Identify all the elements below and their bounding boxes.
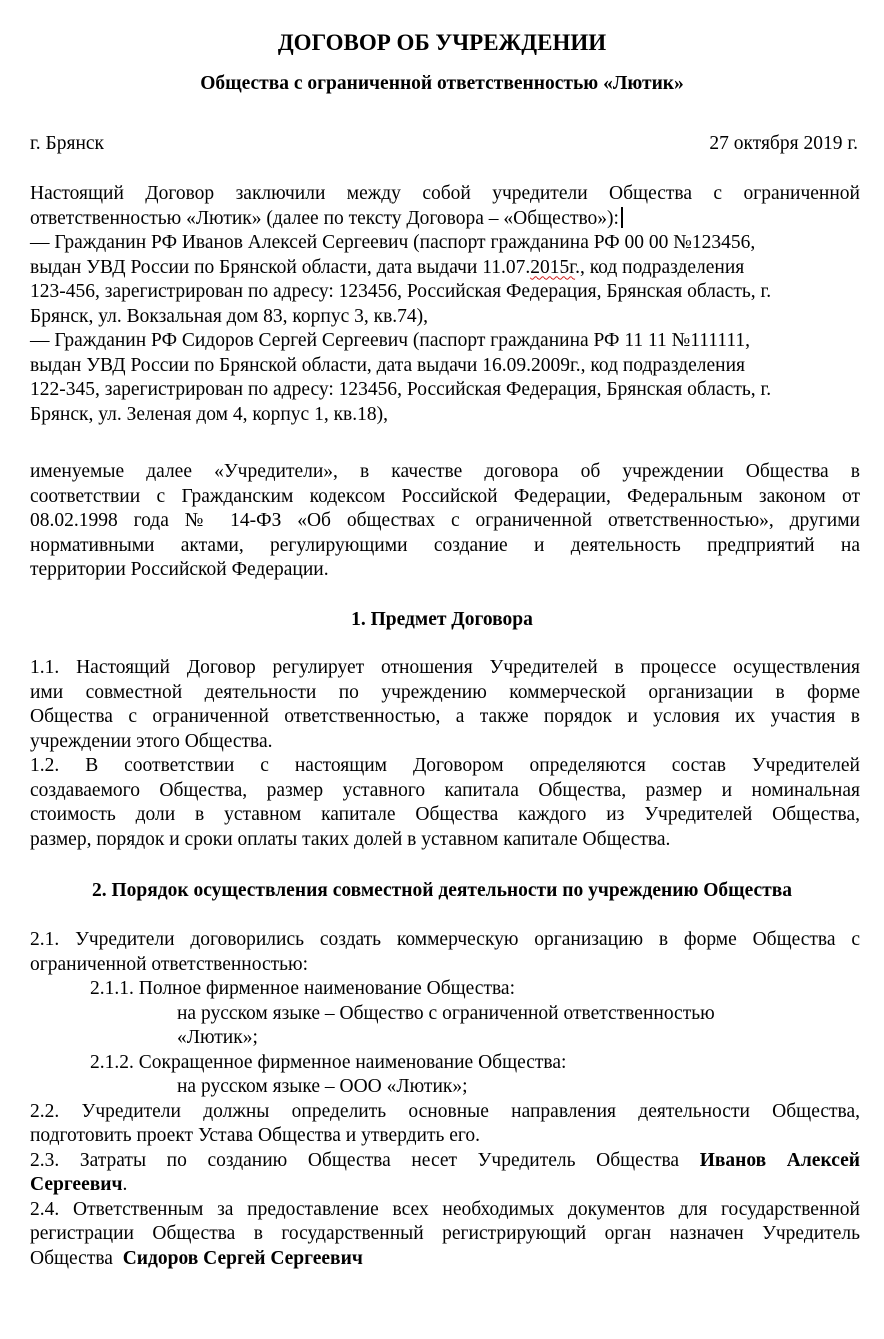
p11-line-4: учреждении этого Общества. xyxy=(30,730,273,752)
p21-line-1: 2.1. Учредители договорились создать коммерческую организацию в форме Общества с xyxy=(30,929,860,950)
p22-line-1: 2.2. Учредители должны определить основные направления деятельности Общества, xyxy=(30,1100,860,1122)
p11-line-1: 1.1. Настоящий Договор регулирует отношения Учредителей в процессе осуществления xyxy=(30,657,860,678)
p24-line-3a: Общества xyxy=(30,1247,123,1269)
section-2-heading: 2. Порядок осуществления совместной деятельности по учреждению Общества xyxy=(91,880,793,901)
p12-line-1: 1.2. В соответствии с настоящим Договором определяются состав Учредителей xyxy=(30,755,860,776)
named-line-3: 08.02.1998 года № 14-ФЗ «Об обществах с ограниченной ответственностью», другими xyxy=(30,510,860,531)
city: г. Брянск xyxy=(30,133,105,154)
p23-line-1a: 2.3. Затраты по созданию Общества несет Учредитель Общества xyxy=(30,1149,700,1171)
founder2-line-4: Брянск, ул. Зеленая дом 4, корпус 1, кв.18), xyxy=(30,403,388,425)
p11-line-3: Общества с ограниченной ответственностью, а также порядок и условия их участия в xyxy=(30,706,860,727)
founder1-line-2c: ., код подразделения xyxy=(575,256,745,278)
p211-line-1: на русском языке – Общество с ограниченной ответственностью xyxy=(177,1002,715,1024)
p211-line-2: «Лютик»; xyxy=(177,1027,258,1048)
founder1-line-2 xyxy=(30,256,860,281)
p24-founder-name: Сидоров Сергей Сергеевич xyxy=(122,1247,363,1269)
p211-label: 2.1.1. Полное фирменное наименование Общества: xyxy=(90,978,515,999)
p23-founder-name: Иванов Алексей xyxy=(699,1149,860,1171)
named-line-2: соответствии с Гражданским кодексом Российской Федерации, Федеральным законом от xyxy=(30,485,860,507)
p23-founder-patronymic: Сергеевич xyxy=(30,1174,123,1195)
founder2-line-3: 122-345, зарегистрирован по адресу: 123456, Российская Федерация, Брянская область, г. xyxy=(30,379,772,400)
section-1-body xyxy=(30,656,860,852)
named-line-5: территории Российской Федерации. xyxy=(30,559,329,580)
founder1-line-1: — Гражданин РФ Иванов Алексей Сергеевич (паспорт гражданина РФ 00 00 №123456, xyxy=(30,232,756,253)
date: 27 октября 2019 г. xyxy=(709,133,858,154)
spellcheck-flagged-word: 2015г xyxy=(530,256,576,278)
founder1-line-3: 123-456, зарегистрирован по адресу: 123456, Российская Федерация, Брянская область, г. xyxy=(30,281,772,302)
p212-line-1: на русском языке – ООО «Лютик»; xyxy=(177,1076,468,1097)
p23-line-2b: . xyxy=(122,1174,128,1195)
p212-label: 2.1.2. Сокращенное фирменное наименование Общества: xyxy=(90,1051,567,1073)
intro-paragraph xyxy=(30,182,860,427)
intro-line-2-text: ответственностью «Лютик» (далее по тексту Договора – «Общество»): xyxy=(30,207,619,229)
p21-line-2: ограниченной ответственностью: xyxy=(30,953,309,975)
named-line-1: именуемые далее «Учредители», в качестве договора об учреждении Общества в xyxy=(30,461,860,482)
named-paragraph xyxy=(30,460,860,583)
intro-line-1: Настоящий Договор заключили между собой учредители Общества с ограниченной xyxy=(30,183,860,204)
p11-line-2: ими совместной деятельности по учреждению коммерческой организации в форме xyxy=(30,681,860,703)
founder2-line-1: — Гражданин РФ Сидоров Сергей Сергеевич (паспорт гражданина РФ 11 11 №111111, xyxy=(30,330,750,351)
founder1-line-2a: выдан УВД России по Брянской области, дата выдачи 11.07. xyxy=(30,256,531,278)
named-line-4: нормативными актами, регулирующими создание и деятельность предприятий на xyxy=(30,534,860,556)
p24-line-3 xyxy=(30,1247,860,1272)
p22-line-2: подготовить проект Устава Общества и утвердить его. xyxy=(30,1125,481,1146)
founder2-line-2: выдан УВД России по Брянской области, дата выдачи 16.09.2009г., код подразделения xyxy=(30,354,745,376)
section-2-body xyxy=(30,928,860,1271)
section-1-heading: 1. Предмет Договора xyxy=(351,609,533,630)
p12-line-4: размер, порядок и сроки оплаты таких долей в уставном капитале Общества. xyxy=(30,828,671,850)
p12-line-2: создаваемого Общества, размер уставного капитала Общества, размер и номинальная xyxy=(30,779,860,801)
p24-line-1: 2.4. Ответственным за предоставление всех необходимых документов для государственной xyxy=(30,1198,860,1220)
p23-line-2 xyxy=(30,1173,860,1198)
p23-line-1 xyxy=(30,1149,860,1174)
document-subtitle: Общества с ограниченной ответственностью «Лютик» xyxy=(200,73,684,94)
text-cursor xyxy=(621,207,623,228)
p12-line-3: стоимость доли в уставном капитале Общества каждого из Учредителей Общества, xyxy=(30,804,860,825)
document-title: ДОГОВОР ОБ УЧРЕЖДЕНИИ xyxy=(277,30,607,55)
p24-line-2: регистрации Общества в государственный регистрирующий орган назначен Учредитель xyxy=(30,1223,860,1244)
intro-line-2 xyxy=(30,207,860,232)
city-date-row xyxy=(30,133,858,155)
founder1-line-4: Брянск, ул. Вокзальная дом 83, корпус 3, кв.74), xyxy=(30,305,429,327)
